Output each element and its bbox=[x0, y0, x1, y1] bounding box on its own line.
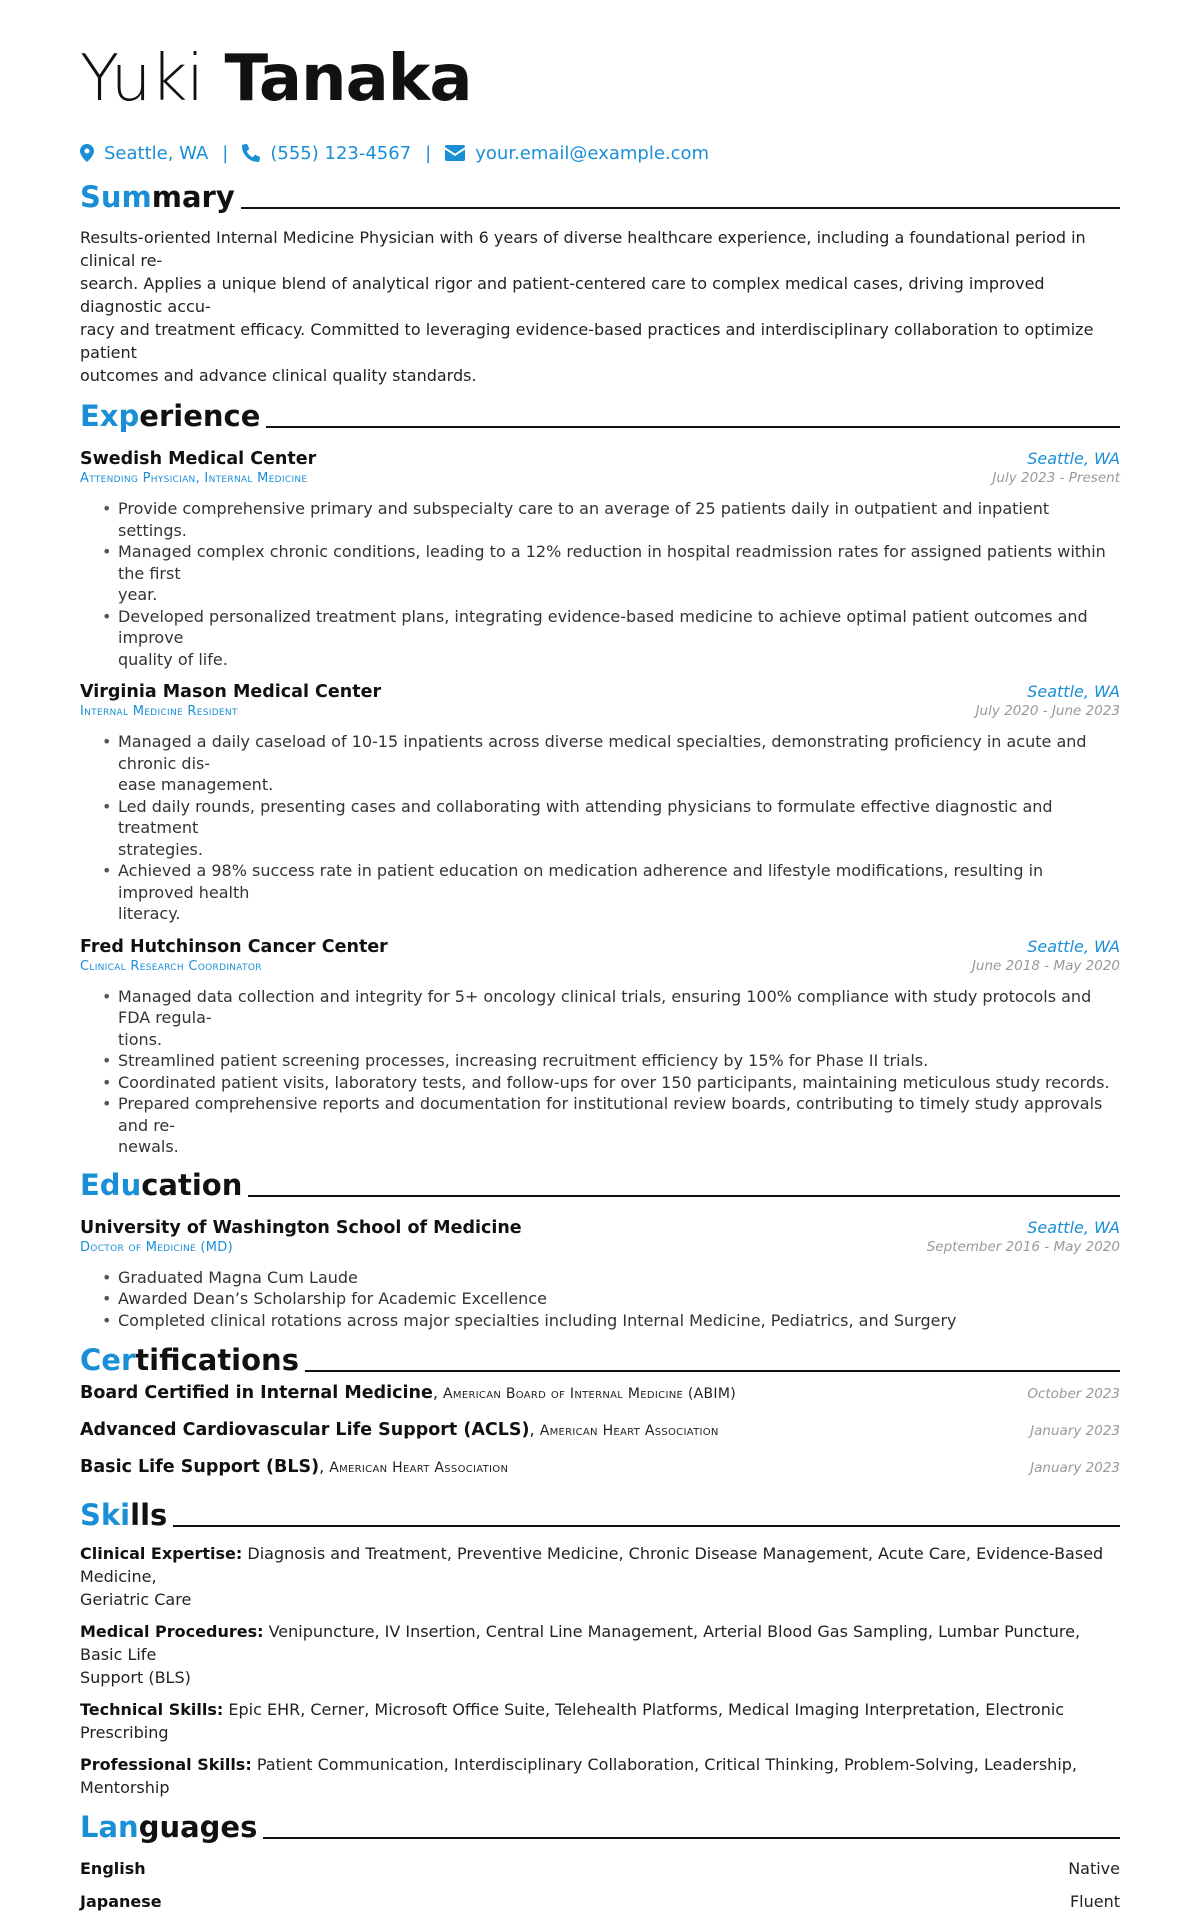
last-name: Tanaka bbox=[224, 42, 472, 116]
text-line: Led daily rounds, presenting cases and collaborating with attending physicians to formulate effective diagnostic and treatment bbox=[118, 796, 1053, 837]
text-line: Managed a daily caseload of 10-15 inpatients across diverse medical specialties, demonstrating proficiency in acute and chronic dis- bbox=[118, 732, 1087, 773]
location-text: Seattle, WA bbox=[104, 142, 209, 164]
section-rule bbox=[173, 1525, 1120, 1527]
map-marker-icon bbox=[80, 144, 94, 162]
certification-issuer: American Heart Association bbox=[329, 1460, 509, 1476]
skill-label: Medical Procedures: bbox=[80, 1622, 264, 1641]
contact-phone[interactable] bbox=[242, 143, 411, 164]
section-certifications-title: Certifications bbox=[80, 1341, 1120, 1379]
certification-name: Basic Life Support (BLS) bbox=[80, 1457, 320, 1477]
bullet-item bbox=[80, 860, 1120, 925]
certification-title: Board Certified in Internal Medicine, American Board of Internal Medicine (ABIM) bbox=[80, 1383, 736, 1403]
text-line: Venipuncture, IV Insertion, Central Line Management, Arterial Blood Gas Sampling, Lumbar Puncture, Basic Life bbox=[80, 1622, 1081, 1664]
text-line: literacy. bbox=[118, 904, 181, 923]
bullet-item bbox=[80, 986, 1120, 1051]
text-line: year. bbox=[118, 585, 158, 604]
entry-location: Seattle, WA bbox=[1027, 1217, 1120, 1237]
candidate-name bbox=[80, 40, 1120, 118]
bullet-item bbox=[80, 541, 1120, 606]
certification-issuer: American Heart Association bbox=[539, 1423, 719, 1439]
email-text: your.email@example.com bbox=[475, 142, 710, 164]
text-line: Prepared comprehensive reports and documentation for institutional review boards, contributing to timely study approvals and re- bbox=[118, 1094, 1103, 1135]
bullet-list bbox=[80, 498, 1120, 670]
certification-item bbox=[80, 1420, 1120, 1457]
bullet-item bbox=[80, 1072, 1120, 1094]
certification-date: October 2023 bbox=[1027, 1386, 1120, 1402]
organization-name: Virginia Mason Medical Center bbox=[80, 682, 382, 702]
text-line: Managed complex chronic conditions, leading to a 12% reduction in hospital readmission rates for assigned patients within the first bbox=[118, 542, 1106, 583]
certification-item bbox=[80, 1383, 1120, 1420]
envelope-icon bbox=[445, 145, 465, 161]
summary-text bbox=[80, 226, 1120, 387]
summary-paragraph bbox=[80, 226, 1120, 387]
entry-dates: July 2020 - June 2023 bbox=[975, 703, 1120, 719]
bullet-list bbox=[80, 1267, 1120, 1332]
entry-dates: June 2018 - May 2020 bbox=[971, 957, 1120, 974]
resume-page bbox=[80, 40, 1120, 1918]
entry-dates: July 2023 - Present bbox=[992, 470, 1120, 486]
entry-role: Doctor of Medicine (MD) bbox=[80, 1239, 233, 1255]
text-line: Results-oriented Internal Medicine Physician with 6 years of diverse healthcare experience, including a foundational period in clinical re- bbox=[80, 228, 1086, 270]
contact-separator: | bbox=[222, 142, 229, 164]
language-level: Native bbox=[1068, 1859, 1120, 1878]
language-item bbox=[80, 1885, 1120, 1918]
language-name: English bbox=[80, 1859, 146, 1878]
text-line: outcomes and advance clinical quality standards. bbox=[80, 366, 477, 385]
text-line: Achieved a 98% success rate in patient education on medication adherence and lifestyle modifications, resulting in improved health bbox=[118, 861, 1044, 902]
section-rule bbox=[266, 426, 1120, 428]
certifications-list bbox=[80, 1383, 1120, 1494]
entry-header bbox=[80, 682, 1120, 702]
phone-text: (555) 123-4567 bbox=[270, 142, 412, 164]
skill-group bbox=[80, 1698, 1120, 1744]
contact-line bbox=[80, 138, 1120, 168]
text-line: ease management. bbox=[118, 775, 274, 794]
section-languages-title: Languages bbox=[80, 1808, 1120, 1846]
text-line: quality of life. bbox=[118, 649, 228, 669]
experience-entry bbox=[80, 449, 1120, 670]
text-line: Geriatric Care bbox=[80, 1590, 192, 1609]
section-experience-title: Experience bbox=[80, 397, 1120, 435]
bullet-item bbox=[80, 796, 1120, 861]
language-name: Japanese bbox=[80, 1892, 162, 1911]
experience-list bbox=[80, 449, 1120, 1158]
entry-subheader bbox=[80, 703, 1120, 719]
text-line: tions. bbox=[118, 1029, 163, 1049]
certification-item bbox=[80, 1457, 1120, 1494]
organization-name: University of Washington School of Medicine bbox=[80, 1217, 522, 1238]
bullet-item bbox=[80, 1050, 1120, 1072]
section-rule bbox=[263, 1837, 1120, 1839]
certification-title: Basic Life Support (BLS), American Heart Association bbox=[80, 1457, 509, 1477]
bullet-list bbox=[80, 986, 1120, 1158]
entry-subheader bbox=[80, 1239, 1120, 1255]
entry-location: Seattle, WA bbox=[1027, 449, 1120, 468]
bullet-item bbox=[80, 498, 1120, 541]
education-list bbox=[80, 1218, 1120, 1332]
language-level: Fluent bbox=[1069, 1892, 1120, 1911]
text-line: Managed data collection and integrity for 5+ oncology clinical trials, ensuring 100% compliance with study protocols and FDA regula- bbox=[118, 986, 1092, 1027]
entry-header bbox=[80, 1218, 1120, 1238]
entry-role: Attending Physician, Internal Medicine bbox=[80, 471, 308, 486]
contact-separator: | bbox=[425, 142, 432, 164]
bullet-item bbox=[80, 1288, 1120, 1310]
entry-role: Clinical Research Coordinator bbox=[80, 958, 262, 974]
entry-header bbox=[80, 449, 1120, 469]
entry-location: Seattle, WA bbox=[1027, 936, 1120, 956]
text-line: Provide comprehensive primary and subspecialty care to an average of 25 patients daily in outpatient and inpatient settings. bbox=[118, 499, 1050, 540]
section-rule bbox=[305, 1370, 1120, 1372]
skill-group bbox=[80, 1753, 1120, 1799]
bullet-item bbox=[80, 1310, 1120, 1332]
entry-subheader bbox=[80, 470, 1120, 486]
text-line: search. Applies a unique blend of analytical rigor and patient-centered care to complex medical cases, driving improved diagnostic accu- bbox=[80, 274, 1045, 316]
bullet-item bbox=[80, 606, 1120, 671]
section-education-title: Education bbox=[80, 1166, 1120, 1204]
skill-group bbox=[80, 1620, 1120, 1689]
bullet-list bbox=[80, 731, 1120, 925]
skills-list bbox=[80, 1542, 1120, 1799]
certification-name: Advanced Cardiovascular Life Support (ACLS) bbox=[80, 1420, 530, 1440]
education-entry bbox=[80, 1218, 1120, 1332]
text-line: racy and treatment efficacy. Committed to leveraging evidence-based practices and interdisciplinary collaboration to optimize patient bbox=[80, 320, 1094, 362]
bullet-item bbox=[80, 1093, 1120, 1158]
bullet-item bbox=[80, 1267, 1120, 1289]
text-line: Developed personalized treatment plans, integrating evidence-based medicine to achieve optimal patient outcomes and improve bbox=[118, 606, 1088, 647]
entry-role: Internal Medicine Resident bbox=[80, 704, 238, 719]
contact-email[interactable] bbox=[445, 143, 709, 164]
text-line: Coordinated patient visits, laboratory tests, and follow-ups for over 150 participants, maintaining meticulous study records. bbox=[118, 1072, 1110, 1092]
phone-icon bbox=[242, 144, 260, 162]
entry-location: Seattle, WA bbox=[1027, 682, 1120, 701]
entry-subheader bbox=[80, 958, 1120, 974]
section-rule bbox=[248, 1195, 1120, 1197]
certification-issuer: American Board of Internal Medicine (ABIM) bbox=[443, 1386, 736, 1402]
skill-label: Technical Skills: bbox=[80, 1700, 224, 1719]
text-line: Streamlined patient screening processes, increasing recruitment efficiency by 15% for Phase II trials. bbox=[118, 1051, 929, 1070]
experience-entry bbox=[80, 682, 1120, 925]
experience-entry bbox=[80, 937, 1120, 1158]
languages-list bbox=[80, 1852, 1120, 1918]
section-summary-title: Summary bbox=[80, 178, 1120, 216]
text-line: Epic EHR, Cerner, Microsoft Office Suite, Telehealth Platforms, Medical Imaging Interpretation, Electronic Prescribing bbox=[80, 1700, 1065, 1742]
contact-location bbox=[80, 143, 208, 164]
entry-dates: September 2016 - May 2020 bbox=[926, 1238, 1120, 1255]
language-item bbox=[80, 1852, 1120, 1885]
certification-name: Board Certified in Internal Medicine bbox=[80, 1383, 433, 1403]
certification-date: January 2023 bbox=[1030, 1460, 1120, 1476]
text-line: Diagnosis and Treatment, Preventive Medicine, Chronic Disease Management, Acute Care, Evidence-Based Medicine, bbox=[80, 1544, 1104, 1586]
section-skills-title: Skills bbox=[80, 1496, 1120, 1534]
text-line: Completed clinical rotations across major specialties including Internal Medicine, Pediatrics, and Surgery bbox=[118, 1310, 957, 1330]
certification-date: January 2023 bbox=[1030, 1423, 1120, 1439]
entry-header bbox=[80, 937, 1120, 957]
certification-title: Advanced Cardiovascular Life Support (ACLS), American Heart Association bbox=[80, 1420, 719, 1440]
text-line: Support (BLS) bbox=[80, 1668, 191, 1687]
first-name: Yuki bbox=[80, 42, 204, 116]
text-line: Awarded Dean’s Scholarship for Academic Excellence bbox=[118, 1289, 547, 1308]
section-rule bbox=[241, 207, 1120, 209]
text-line: newals. bbox=[118, 1137, 179, 1156]
organization-name: Fred Hutchinson Cancer Center bbox=[80, 936, 388, 957]
skill-group bbox=[80, 1542, 1120, 1611]
text-line: Patient Communication, Interdisciplinary Collaboration, Critical Thinking, Problem-Solving, Leadership, Mentorship bbox=[80, 1755, 1077, 1797]
text-line: strategies. bbox=[118, 839, 203, 859]
organization-name: Swedish Medical Center bbox=[80, 449, 317, 469]
skill-label: Professional Skills: bbox=[80, 1755, 252, 1774]
text-line: Graduated Magna Cum Laude bbox=[118, 1267, 358, 1287]
bullet-item bbox=[80, 731, 1120, 796]
skill-label: Clinical Expertise: bbox=[80, 1544, 243, 1563]
